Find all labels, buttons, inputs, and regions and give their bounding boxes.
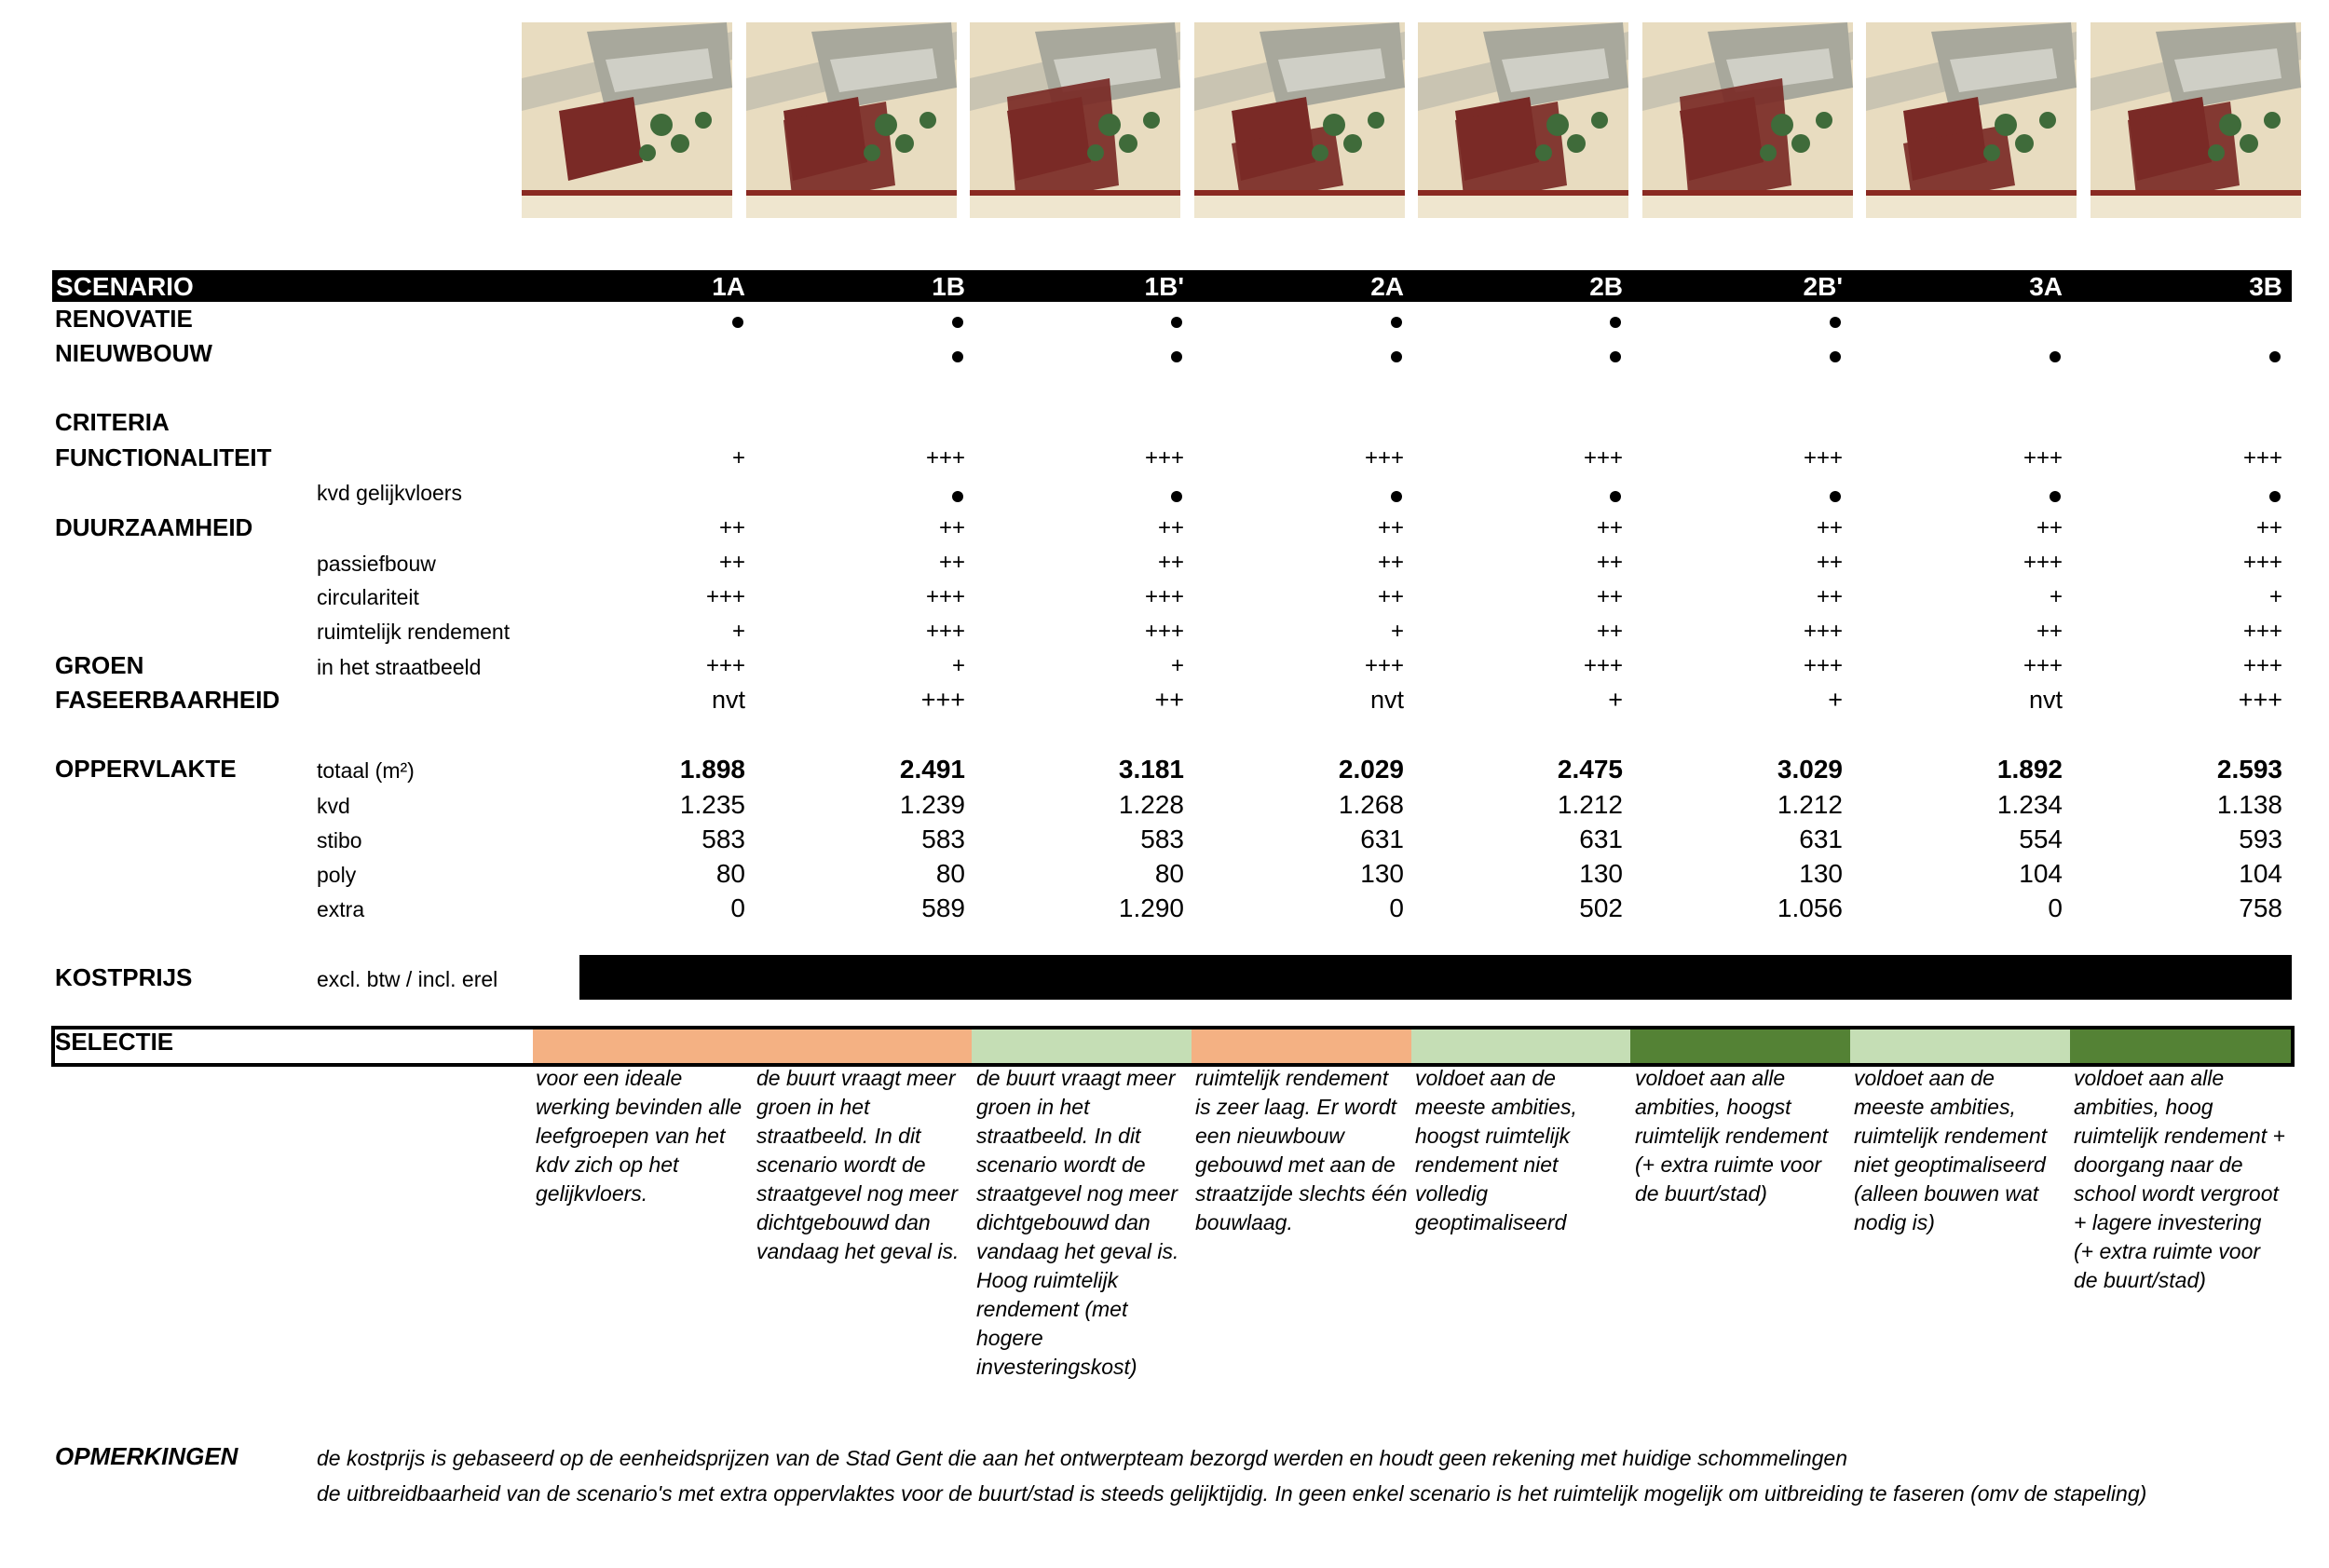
duurzaamheid-cell: ++ [1596, 515, 1623, 540]
scenario-column-header: 1A [712, 272, 745, 301]
bullet-dot-icon [1610, 351, 1621, 362]
selectie-label: SELECTIE [55, 1028, 174, 1056]
extra-cell: 589 [921, 893, 965, 922]
groen-cell: + [951, 653, 965, 678]
kvd-gelijkvloers-cell [1054, 483, 1184, 509]
stibo-cell: 583 [701, 825, 745, 853]
bullet-dot-icon [952, 351, 963, 362]
poly-cell: 104 [2019, 859, 2063, 888]
oppervlakte-label: OPPERVLAKTE [55, 755, 237, 783]
stibo-cell: 583 [1140, 825, 1184, 853]
selectie-note: voldoet aan alle ambities, hoogst ruimtelijk rendement (+ extra ruimte voor de buurt/stad) [1635, 1066, 1829, 1206]
kvd-gelijkvloers-label: kvd gelijkvloers [317, 481, 462, 505]
functionaliteit-cell: +++ [925, 445, 965, 470]
scenario-column-header: 3A [2029, 272, 2063, 301]
kvd-cell: 1.234 [1996, 790, 2063, 819]
selectie-color-cell [2070, 1029, 2291, 1063]
scenario-header-label: SCENARIO [56, 272, 194, 301]
passiefbouw-cell: ++ [1157, 550, 1184, 575]
renovatie-label: RENOVATIE [55, 305, 193, 333]
groen-cell: +++ [2242, 653, 2282, 678]
poly-cell: 130 [1579, 859, 1623, 888]
passiefbouw-cell: ++ [1377, 550, 1404, 575]
nieuwbouw-cell [1712, 343, 1843, 369]
functionaliteit-label: FUNCTIONALITEIT [55, 443, 272, 471]
bullet-dot-icon [1391, 351, 1402, 362]
duurzaamheid-label: DUURZAAMHEID [55, 513, 253, 541]
passiefbouw-cell: +++ [2242, 550, 2282, 575]
scenario-column-header: 3B [2249, 272, 2282, 301]
poly-cell: 130 [1799, 859, 1843, 888]
ruimtelijk-rendement-cell: + [731, 619, 745, 644]
oppervlakte-cell: 2.593 [2216, 755, 2282, 784]
kvd-gelijkvloers-cell [2152, 483, 2282, 509]
extra-cell: 1.056 [1777, 893, 1843, 922]
duurzaamheid-cell: ++ [2255, 515, 2282, 540]
extra-cell: 758 [2239, 893, 2282, 922]
faseerbaarheid-cell: nvt [1369, 686, 1404, 714]
passiefbouw-cell: ++ [1816, 550, 1843, 575]
circulariteit-cell: +++ [705, 584, 745, 609]
selectie-color-cell [1630, 1029, 1851, 1063]
extra-cell: 502 [1579, 893, 1623, 922]
kostprijs-label: KOSTPRIJS [55, 963, 193, 991]
passiefbouw-cell: ++ [938, 550, 965, 575]
groen-cell: +++ [1803, 653, 1843, 678]
oppervlakte-cell: 1.892 [1996, 755, 2063, 784]
scenario-thumbnail [970, 22, 1180, 218]
bullet-dot-icon [2269, 351, 2281, 362]
nieuwbouw-label: NIEUWBOUW [55, 339, 212, 367]
kvd-cell: 1.138 [2216, 790, 2282, 819]
bullet-dot-icon [1610, 491, 1621, 502]
bullet-dot-icon [2269, 491, 2281, 502]
faseerbaarheid-cell: ++ [1154, 686, 1184, 714]
functionaliteit-cell: + [731, 445, 745, 470]
kvd-gelijkvloers-cell [1712, 483, 1843, 509]
kostprijs-sub-label: excl. btw / incl. erel [317, 967, 498, 991]
stibo-cell: 631 [1360, 825, 1404, 853]
kvd-gelijkvloers-cell [1273, 483, 1404, 509]
faseerbaarheid-cell: nvt [2028, 686, 2063, 714]
kvd-gelijkvloers-cell [1492, 483, 1623, 509]
bullet-dot-icon [1391, 491, 1402, 502]
renovatie-cell [835, 308, 965, 334]
selectie-note: de buurt vraagt meer groen in het straatbeeld. In dit scenario wordt de straatgevel nog meer dichtgebouwd dan vandaag het geval is. [756, 1066, 960, 1263]
extra-cell: 0 [2048, 893, 2063, 922]
scenario-thumbnail [2091, 22, 2301, 218]
duurzaamheid-cell: ++ [938, 515, 965, 540]
extra-label: extra [317, 897, 365, 921]
scenario-thumbnail [746, 22, 957, 218]
oppervlakte-cell: 2.029 [1338, 755, 1404, 784]
groen-cell: + [1170, 653, 1184, 678]
selectie-note: voldoet aan alle ambities, hoog ruimtelijk rendement + doorgang naar de school wordt vergroot + lagere investering (+ extra ruimte voor de buurt/stad) [2074, 1066, 2285, 1292]
renovatie-cell [1712, 308, 1843, 334]
circulariteit-cell: +++ [1144, 584, 1184, 609]
selectie-color-cell [533, 1029, 754, 1063]
ruimtelijk-rendement-cell: +++ [1803, 619, 1843, 644]
passiefbouw-cell: ++ [718, 550, 745, 575]
stibo-cell: 554 [2019, 825, 2063, 853]
scenario-column-header: 2A [1370, 272, 1404, 301]
duurzaamheid-cell: ++ [1377, 515, 1404, 540]
circulariteit-label: circulariteit [317, 585, 419, 609]
opmerking-line-2: de uitbreidbaarheid van de scenario's met extra oppervlaktes voor de buurt/stad is steeds gelijktijdig. In geen enkel scenario is het ruimtelijk mogelijk om uitbreiding te faseren (omv de stapeling) [317, 1481, 2147, 1506]
scenario-column-header: 2B [1589, 272, 1623, 301]
renovatie-cell [615, 308, 745, 334]
faseerbaarheid-label: FASEERBAARHEID [55, 686, 280, 714]
extra-cell: 0 [1389, 893, 1404, 922]
bullet-dot-icon [952, 491, 963, 502]
functionaliteit-cell: +++ [2023, 445, 2063, 470]
kvd-cell: 1.228 [1118, 790, 1184, 819]
passiefbouw-cell: +++ [2023, 550, 2063, 575]
faseerbaarheid-cell: + [1828, 686, 1843, 714]
bullet-dot-icon [952, 317, 963, 328]
selectie-color-cell [1850, 1029, 2071, 1063]
circulariteit-cell: ++ [1377, 584, 1404, 609]
kvd-label: kvd [317, 794, 350, 818]
ruimtelijk-rendement-cell: +++ [2242, 619, 2282, 644]
bullet-dot-icon [2050, 351, 2061, 362]
totaal-label: totaal (m²) [317, 758, 415, 783]
extra-cell: 0 [730, 893, 745, 922]
functionaliteit-cell: +++ [1583, 445, 1623, 470]
passiefbouw-label: passiefbouw [317, 552, 436, 576]
ruimtelijk-rendement-cell: ++ [1596, 619, 1623, 644]
selectie-color-cell [1411, 1029, 1632, 1063]
kvd-cell: 1.235 [679, 790, 745, 819]
scenario-column-header: 1B' [1144, 272, 1184, 301]
functionaliteit-cell: +++ [2242, 445, 2282, 470]
ruimtelijk-rendement-cell: ++ [2036, 619, 2063, 644]
scenario-column-header: 1B [932, 272, 965, 301]
circulariteit-cell: ++ [1816, 584, 1843, 609]
extra-cell: 1.290 [1118, 893, 1184, 922]
bullet-dot-icon [1171, 351, 1182, 362]
kostprijs-bar [579, 955, 2292, 1000]
stibo-cell: 593 [2239, 825, 2282, 853]
renovatie-cell [1492, 308, 1623, 334]
groen-cell: +++ [2023, 653, 2063, 678]
circulariteit-cell: ++ [1596, 584, 1623, 609]
oppervlakte-cell: 2.475 [1557, 755, 1623, 784]
scenario-thumbnail [522, 22, 732, 218]
bullet-dot-icon [732, 317, 743, 328]
poly-cell: 80 [935, 859, 965, 888]
kvd-gelijkvloers-cell [835, 483, 965, 509]
criteria-label: CRITERIA [55, 408, 170, 436]
scenario-thumbnail [1642, 22, 1853, 218]
oppervlakte-cell: 1.898 [679, 755, 745, 784]
groen-cell: +++ [705, 653, 745, 678]
oppervlakte-cell: 3.181 [1118, 755, 1184, 784]
stibo-cell: 631 [1579, 825, 1623, 853]
stibo-cell: 631 [1799, 825, 1843, 853]
nieuwbouw-cell [835, 343, 965, 369]
oppervlakte-cell: 2.491 [899, 755, 965, 784]
ruimtelijk-rendement-cell: +++ [1144, 619, 1184, 644]
bullet-dot-icon [1830, 491, 1841, 502]
renovatie-cell [1054, 308, 1184, 334]
renovatie-cell [1273, 308, 1404, 334]
selectie-note: voldoet aan de meeste ambities, hoogst ruimtelijk rendement niet volledig geoptimaliseerd [1415, 1066, 1577, 1234]
selectie-color-cell [1192, 1029, 1412, 1063]
opmerkingen-label: OPMERKINGEN [55, 1442, 238, 1470]
selectie-color-cell [972, 1029, 1192, 1063]
kvd-cell: 1.268 [1338, 790, 1404, 819]
functionaliteit-cell: +++ [1144, 445, 1184, 470]
stibo-label: stibo [317, 828, 362, 852]
groen-label: GROEN [55, 651, 144, 679]
duurzaamheid-cell: ++ [718, 515, 745, 540]
nieuwbouw-cell [1273, 343, 1404, 369]
bullet-dot-icon [1830, 351, 1841, 362]
opmerking-line-1: de kostprijs is gebaseerd op de eenheidsprijzen van de Stad Gent die aan het ontwerpteam bezorgd werden en houdt geen rekening met huidige schommelingen [317, 1446, 1848, 1470]
kvd-cell: 1.212 [1557, 790, 1623, 819]
functionaliteit-cell: +++ [1803, 445, 1843, 470]
duurzaamheid-cell: ++ [1816, 515, 1843, 540]
bullet-dot-icon [1830, 317, 1841, 328]
scenario-thumbnail [1194, 22, 1405, 218]
groen-cell: +++ [1364, 653, 1404, 678]
faseerbaarheid-cell: nvt [711, 686, 745, 714]
poly-cell: 80 [715, 859, 745, 888]
scenario-thumbnail [1866, 22, 2077, 218]
selectie-color-cell [753, 1029, 974, 1063]
circulariteit-cell: + [2049, 584, 2063, 609]
bullet-dot-icon [1391, 317, 1402, 328]
circulariteit-cell: + [2268, 584, 2282, 609]
ruimtelijk-rendement-cell: +++ [925, 619, 965, 644]
functionaliteit-cell: +++ [1364, 445, 1404, 470]
stibo-cell: 583 [921, 825, 965, 853]
nieuwbouw-cell [1492, 343, 1623, 369]
nieuwbouw-cell [1054, 343, 1184, 369]
poly-label: poly [317, 863, 357, 887]
selectie-note: voldoet aan de meeste ambities, ruimtelijk rendement niet geoptimaliseerd (alleen bouwen wat nodig is) [1854, 1066, 2048, 1234]
ruimtelijk-rendement-cell: + [1390, 619, 1404, 644]
oppervlakte-cell: 3.029 [1777, 755, 1843, 784]
bullet-dot-icon [1171, 491, 1182, 502]
duurzaamheid-cell: ++ [2036, 515, 2063, 540]
scenario-thumbnail [1418, 22, 1628, 218]
bullet-dot-icon [2050, 491, 2061, 502]
passiefbouw-cell: ++ [1596, 550, 1623, 575]
poly-cell: 80 [1154, 859, 1184, 888]
poly-cell: 104 [2239, 859, 2282, 888]
nieuwbouw-cell [2152, 343, 2282, 369]
selectie-note: de buurt vraagt meer groen in het straatbeeld. In dit scenario wordt de straatgevel nog meer dichtgebouwd dan vandaag het geval is. Hoog ruimtelijk rendement (met hogere investeringskost) [976, 1066, 1179, 1379]
groen-cell: +++ [1583, 653, 1623, 678]
circulariteit-cell: +++ [925, 584, 965, 609]
kvd-cell: 1.212 [1777, 790, 1843, 819]
kvd-gelijkvloers-cell [1932, 483, 2063, 509]
poly-cell: 130 [1360, 859, 1404, 888]
kvd-cell: 1.239 [899, 790, 965, 819]
bullet-dot-icon [1610, 317, 1621, 328]
bullet-dot-icon [1171, 317, 1182, 328]
nieuwbouw-cell [1932, 343, 2063, 369]
faseerbaarheid-cell: +++ [2238, 686, 2282, 714]
faseerbaarheid-cell: +++ [920, 686, 965, 714]
selectie-note: voor een ideale werking bevinden alle leefgroepen van het kdv zich op het gelijkvloers. [536, 1066, 742, 1206]
duurzaamheid-cell: ++ [1157, 515, 1184, 540]
selectie-note: ruimtelijk rendement is zeer laag. Er wordt een nieuwbouw gebouwd met aan de straatzijde slechts één bouwlaag. [1195, 1066, 1408, 1234]
groen-sub-label: in het straatbeeld [317, 655, 482, 679]
ruimtelijk-rendement-label: ruimtelijk rendement [317, 620, 511, 644]
faseerbaarheid-cell: + [1608, 686, 1623, 714]
scenario-column-header: 2B' [1803, 272, 1843, 301]
